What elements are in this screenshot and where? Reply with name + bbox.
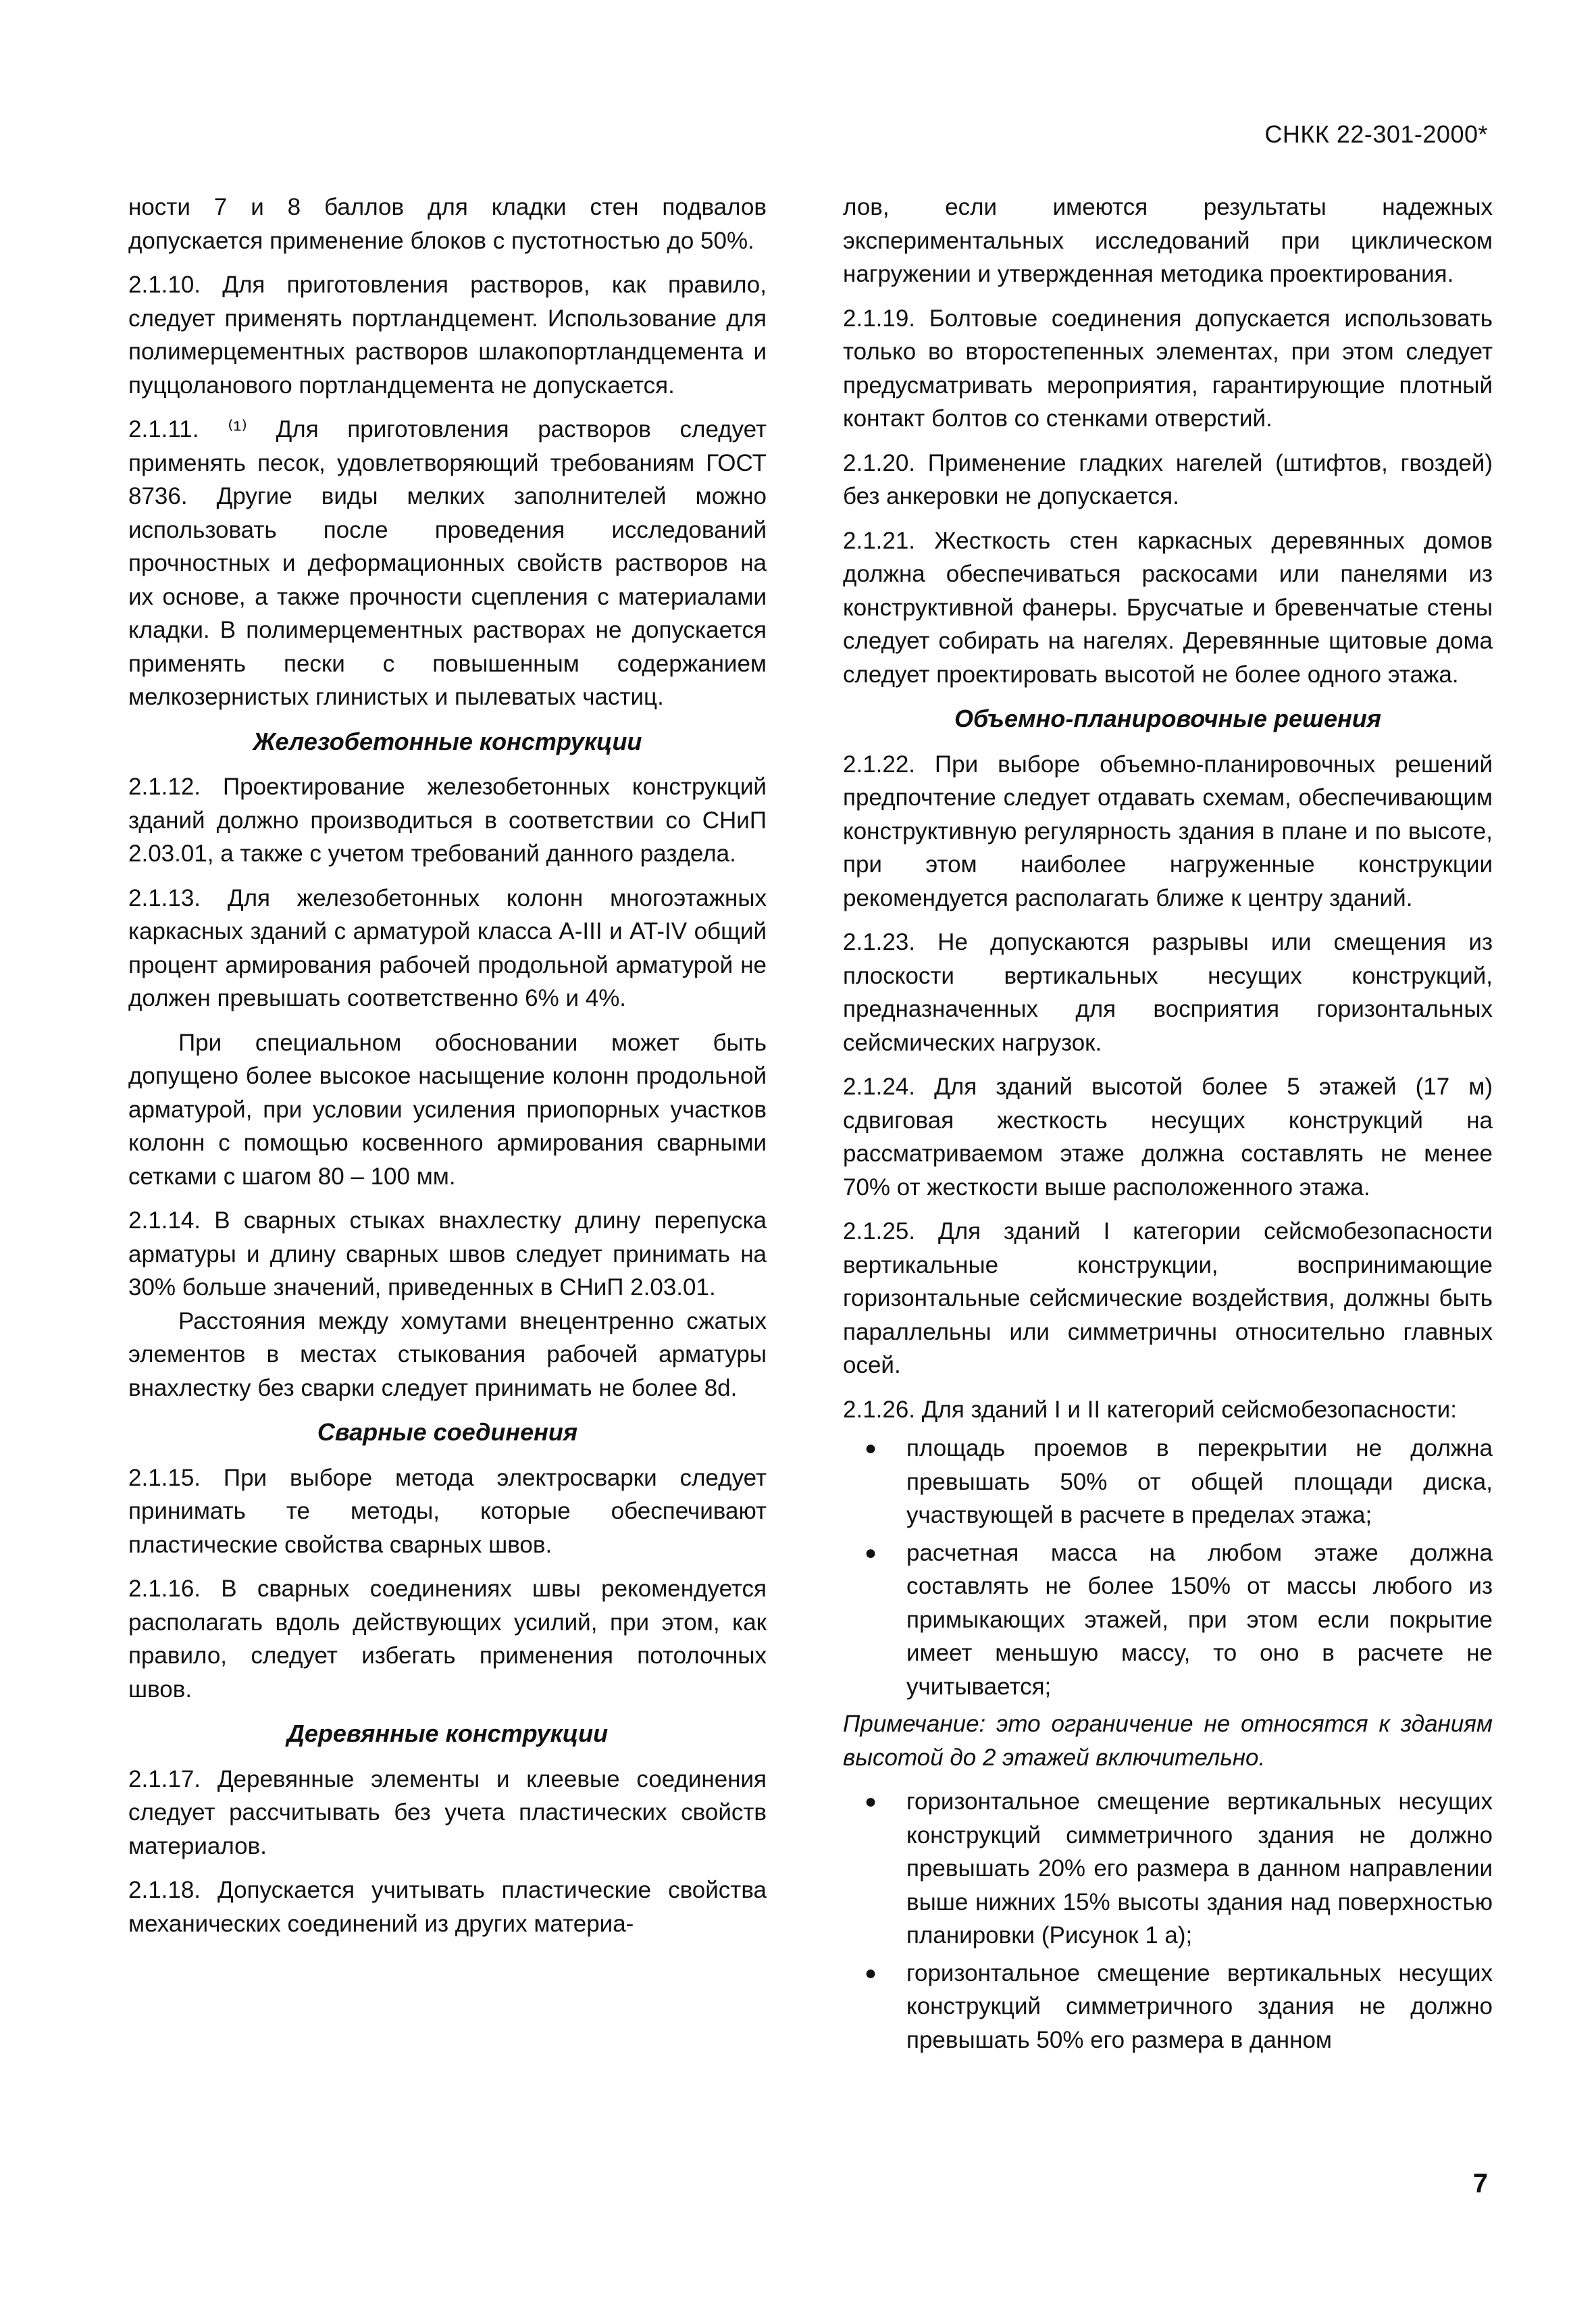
- bullet-icon: ●: [865, 1961, 877, 1984]
- paragraph: Расстояния между хомутами внецентренно сжатых элементов в местах стыкования рабочей арматуры внахлестку без сварки следует принимать не более 8d.: [128, 1307, 767, 1401]
- paragraph: 2.1.21. Жесткость стен каркасных деревянных домов должна обеспечиваться раскосами или панелями из конструктивной фанеры. Брусчатые и бревенчатые стены следует собирать на нагелях. Деревянные щитовые дома следует проектировать высотой не более одного этажа.: [843, 527, 1493, 688]
- list-item-text: расчетная масса на любом этаже должна составлять не более 150% от массы любого из примыкающих этажей, при этом если покрытие имеет меньшую массу, то оно в расчете не учитывается;: [906, 1539, 1493, 1700]
- bullet-icon: ●: [865, 1437, 877, 1459]
- paragraph: 2.1.18. Допускается учитывать пластические свойства механических соединений из других материа-: [128, 1877, 767, 1937]
- paragraph: 2.1.15. При выборе метода электросварки следует принимать те методы, которые обеспечивают пластические свойства сварных швов.: [128, 1464, 767, 1558]
- paragraph: 2.1.16. В сварных соединениях швы рекомендуется располагать вдоль действующих усилий, при этом, как правило, следует избегать применения потолочных швов.: [128, 1576, 767, 1703]
- bullet-list: [843, 1785, 1493, 2057]
- paragraph: 2.1.13. Для железобетонных колонн многоэтажных каркасных зданий с арматурой класса A-III и AT-IV общий процент армирования рабочей продольной арматурой не должен превышать соответственно 6% и 4%.: [128, 884, 767, 1011]
- page-number: 7: [1472, 2169, 1488, 2198]
- list-item: [843, 1536, 1493, 1704]
- section-heading: Объемно-планировочные решения: [954, 705, 1381, 732]
- paragraph: При специальном обосновании может быть допущено более высокое насыщение колонн продольной арматурой, при условии усиления приопорных участков колонн с помощью косвенного армирования сварными сетками с шагом 80 – 100 мм.: [128, 1029, 767, 1190]
- paragraph: 2.1.10. Для приготовления растворов, как правило, следует применять портландцемент. Использование для полимерцементных растворов шлакопортландцемента и пуццоланового портландцемента не допускается.: [128, 272, 767, 399]
- list-item: [843, 1957, 1493, 2057]
- list-item-text: площадь проемов в перекрытии не должна превышать 50% от общей площади диска, участвующей в расчете в пределах этажа;: [906, 1435, 1493, 1528]
- note-text: Примечание: это ограничение не относятся к зданиям высотой до 2 этажей включительно.: [843, 1711, 1493, 1771]
- section-heading: Железобетонные конструкции: [253, 727, 642, 755]
- bullet-list: [843, 1432, 1493, 1703]
- section-heading: Сварные соединения: [317, 1418, 578, 1446]
- paragraph: 2.1.25. Для зданий I категории сейсмобезопасности вертикальные конструкции, воспринимающие горизонтальные сейсмические воздействия, должны быть параллельны или симметричны относительно главных осей.: [843, 1218, 1493, 1378]
- paragraph: ности 7 и 8 баллов для кладки стен подвалов допускается применение блоков с пустотностью до 50%.: [128, 194, 767, 254]
- paragraph: 2.1.17. Деревянные элементы и клеевые соединения следует рассчитывать без учета пластических свойств материалов.: [128, 1765, 767, 1859]
- list-item: [843, 1432, 1493, 1532]
- right-column: [843, 191, 1493, 2061]
- paragraph: лов, если имеются результаты надежных экспериментальных исследований при циклическом нагружении и утвержденная методика проектирования.: [843, 194, 1493, 287]
- document-code-header: СНКК 22-301-2000*: [1264, 120, 1488, 148]
- paragraph: 2.1.12. Проектирование железобетонных конструкций зданий должно производиться в соответствии со СНиП 2.03.01, а также с учетом требований данного раздела.: [128, 774, 767, 867]
- section-heading: Деревянные конструкции: [286, 1719, 609, 1747]
- list-item-text: горизонтальное смещение вертикальных несущих конструкций симметричного здания не должно превышать 20% его размера в данном направлении выше нижних 15% высоты здания над поверхностью планировки (Рисунок 1 а);: [906, 1788, 1493, 1948]
- list-item: [843, 1785, 1493, 1953]
- paragraph: 2.1.23. Не допускаются разрывы или смещения из плоскости вертикальных несущих конструкций, предназначенных для восприятия горизонтальных сейсмических нагрузок.: [843, 929, 1493, 1056]
- bullet-icon: ●: [865, 1790, 877, 1813]
- paragraph: 2.1.22. При выборе объемно-планировочных решений предпочтение следует отдавать схемам, обеспечивающим конструктивную регулярность здания в плане и по высоте, при этом наиболее нагруженные конструкции рекомендуется располагать ближе к центру зданий.: [843, 751, 1493, 911]
- paragraph: 2.1.20. Применение гладких нагелей (штифтов, гвоздей) без анкеровки не допускается.: [843, 449, 1493, 509]
- paragraph: 2.1.26. Для зданий I и II категорий сейсмобезопасности:: [843, 1396, 1457, 1423]
- left-column: [128, 191, 767, 1951]
- bullet-icon: ●: [865, 1541, 877, 1564]
- paragraph: 2.1.24. Для зданий высотой более 5 этажей (17 м) сдвиговая жесткость несущих конструкций на рассматриваемом этаже должна составлять не менее 70% от жесткости выше расположенного этажа.: [843, 1074, 1493, 1201]
- paragraph: 2.1.14. В сварных стыках внахлестку длину перепуска арматуры и длину сварных швов следует принимать на 30% больше значений, приведенных в СНиП 2.03.01.: [128, 1207, 767, 1301]
- paragraph: 2.1.11. ⁽¹⁾ Для приготовления растворов следует применять песок, удовлетворяющий требованиям ГОСТ 8736. Другие виды мелких заполнителей можно использовать после проведения исследований прочностных и деформационных свойств растворов на их основе, а также прочности сцепления с материалами кладки. В полимерцементных растворах не допускается применять пески с повышенным содержанием мелкозернистых глинистых и пылеватых частиц.: [128, 416, 767, 710]
- list-item-text: горизонтальное смещение вертикальных несущих конструкций симметричного здания не должно превышать 50% его размера в данном: [906, 1959, 1493, 2053]
- paragraph: 2.1.19. Болтовые соединения допускается использовать только во второстепенных элементах, при этом следует предусматривать мероприятия, гарантирующие плотный контакт болтов со стенками отверстий.: [843, 305, 1493, 432]
